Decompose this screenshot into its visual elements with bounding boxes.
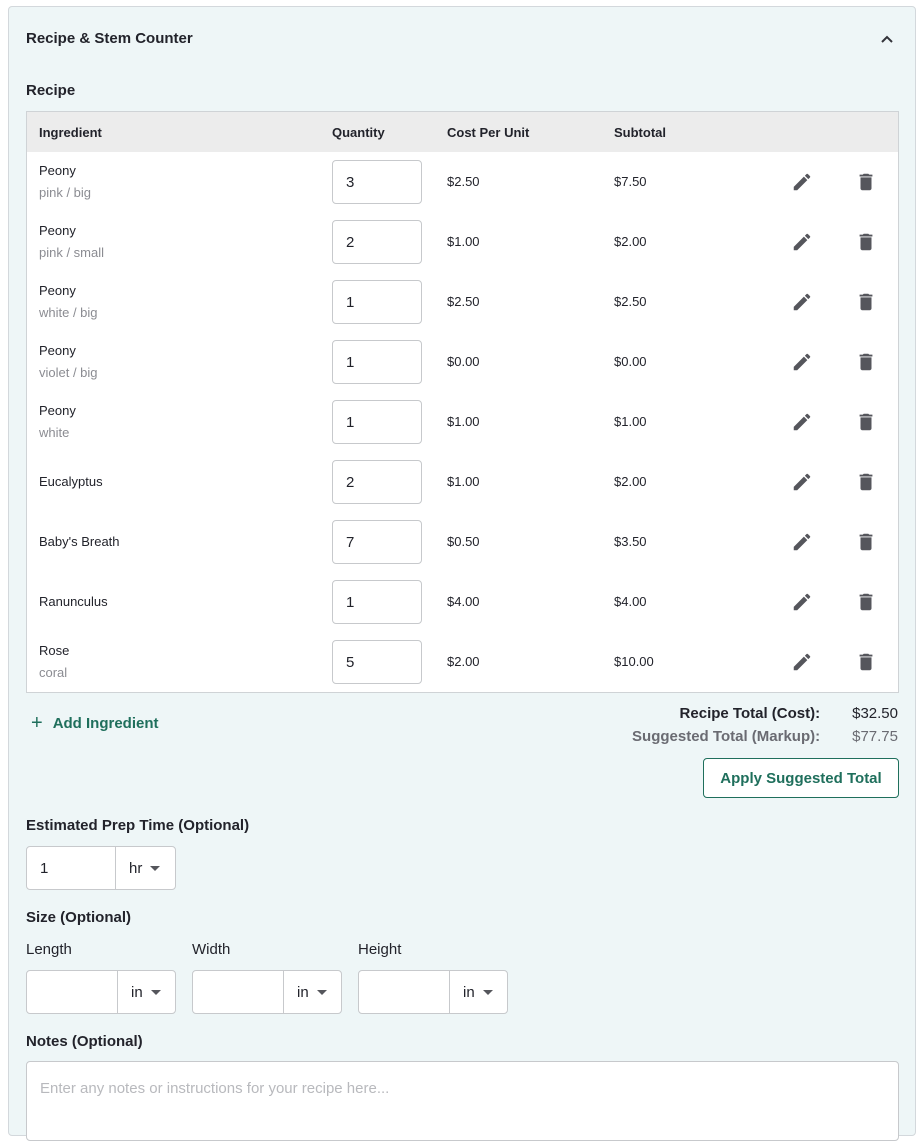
add-ingredient-label: Add Ingredient <box>52 715 159 732</box>
caret-down-icon <box>150 866 160 871</box>
subtotal: $10.00 <box>614 654 654 669</box>
pencil-icon[interactable] <box>791 231 813 253</box>
cost-per-unit: $0.50 <box>447 534 480 549</box>
add-ingredient-button[interactable] <box>31 712 159 735</box>
col-ingredient: Ingredient <box>39 125 102 140</box>
table-row <box>27 452 898 512</box>
pencil-icon[interactable] <box>791 651 813 673</box>
caret-down-icon <box>483 990 493 995</box>
width-unit-select[interactable] <box>283 970 342 1014</box>
subtotal: $2.50 <box>614 294 647 309</box>
trash-icon[interactable] <box>855 291 877 313</box>
suggested-total-label: Suggested Total (Markup): <box>632 728 821 745</box>
col-cost: Cost Per Unit <box>447 125 530 140</box>
width-unit-value: in <box>297 983 309 1001</box>
ingredient-variant: coral <box>39 665 68 680</box>
recipe-heading: Recipe <box>26 82 76 99</box>
ingredient-name: Ranunculus <box>39 594 108 609</box>
size-label: Size (Optional) <box>26 909 131 926</box>
pencil-icon[interactable] <box>791 351 813 373</box>
pencil-icon[interactable] <box>791 591 813 613</box>
ingredient-name: Peony <box>39 163 76 178</box>
cost-per-unit: $2.50 <box>447 174 480 189</box>
prep-unit-value: hr <box>129 859 143 877</box>
subtotal: $4.00 <box>614 594 647 609</box>
quantity-input[interactable] <box>332 400 422 444</box>
caret-down-icon <box>317 990 327 995</box>
plus-icon: + <box>31 712 43 734</box>
table-row <box>27 332 898 392</box>
ingredient-name: Baby's Breath <box>39 534 120 549</box>
subtotal: $0.00 <box>614 354 647 369</box>
length-unit-select[interactable] <box>117 970 176 1014</box>
ingredient-variant: white <box>39 425 70 440</box>
quantity-input[interactable] <box>332 520 422 564</box>
notes-label: Notes (Optional) <box>26 1033 143 1050</box>
notes-textarea[interactable] <box>26 1061 899 1141</box>
prep-time-input[interactable] <box>26 846 116 890</box>
ingredient-name: Peony <box>39 403 76 418</box>
quantity-input[interactable] <box>332 220 422 264</box>
prep-time-unit-select[interactable] <box>115 846 176 890</box>
trash-icon[interactable] <box>855 231 877 253</box>
cost-per-unit: $4.00 <box>447 594 480 609</box>
ingredient-name: Peony <box>39 343 76 358</box>
ingredient-variant: white / big <box>39 305 98 320</box>
ingredient-variant: violet / big <box>39 365 98 380</box>
quantity-input[interactable] <box>332 280 422 324</box>
subtotal: $2.00 <box>614 474 647 489</box>
trash-icon[interactable] <box>855 471 877 493</box>
col-quantity: Quantity <box>332 125 385 140</box>
ingredient-name: Peony <box>39 223 76 238</box>
length-input[interactable] <box>26 970 118 1014</box>
ingredient-name: Peony <box>39 283 76 298</box>
subtotal: $1.00 <box>614 414 647 429</box>
trash-icon[interactable] <box>855 651 877 673</box>
prep-time-label: Estimated Prep Time (Optional) <box>26 817 250 834</box>
table-header <box>27 112 898 152</box>
trash-icon[interactable] <box>855 591 877 613</box>
quantity-input[interactable] <box>332 580 422 624</box>
subtotal: $2.00 <box>614 234 647 249</box>
trash-icon[interactable] <box>855 411 877 433</box>
ingredient-variant: pink / big <box>39 185 92 200</box>
cost-per-unit: $0.00 <box>447 354 480 369</box>
length-unit-value: in <box>131 983 143 1001</box>
cost-per-unit: $2.00 <box>447 654 480 669</box>
ingredient-name: Rose <box>39 643 70 658</box>
pencil-icon[interactable] <box>791 411 813 433</box>
subtotal: $7.50 <box>614 174 647 189</box>
cost-per-unit: $1.00 <box>447 414 480 429</box>
table-row <box>27 212 898 272</box>
caret-down-icon <box>151 990 161 995</box>
col-subtotal: Subtotal <box>614 125 666 140</box>
pencil-icon[interactable] <box>791 291 813 313</box>
ingredient-variant: pink / small <box>39 245 105 260</box>
trash-icon[interactable] <box>855 171 877 193</box>
subtotal: $3.50 <box>614 534 647 549</box>
cost-per-unit: $1.00 <box>447 474 480 489</box>
ingredient-name: Eucalyptus <box>39 474 103 489</box>
recipe-total-label: Recipe Total (Cost): <box>679 705 821 722</box>
width-input[interactable] <box>192 970 284 1014</box>
recipe-total-value: $32.50 <box>852 705 898 722</box>
cost-per-unit: $1.00 <box>447 234 480 249</box>
trash-icon[interactable] <box>855 531 877 553</box>
recipe-stem-counter-panel <box>8 6 916 1136</box>
width-label: Width <box>192 941 231 958</box>
recipe-table <box>26 111 899 693</box>
cost-per-unit: $2.50 <box>447 294 480 309</box>
table-row <box>27 572 898 632</box>
table-row <box>27 392 898 452</box>
height-input[interactable] <box>358 970 450 1014</box>
height-unit-select[interactable] <box>449 970 508 1014</box>
trash-icon[interactable] <box>855 351 877 373</box>
chevron-up-icon[interactable] <box>877 29 897 49</box>
table-row <box>27 272 898 332</box>
suggested-total-value: $77.75 <box>852 728 898 745</box>
panel-title: Recipe & Stem Counter <box>26 30 193 47</box>
pencil-icon[interactable] <box>791 471 813 493</box>
height-label: Height <box>358 941 402 958</box>
table-row <box>27 632 898 692</box>
quantity-input[interactable] <box>332 340 422 384</box>
recipe-total <box>680 705 898 722</box>
pencil-icon[interactable] <box>791 171 813 193</box>
suggested-total <box>632 728 898 745</box>
quantity-input[interactable] <box>332 160 422 204</box>
table-row <box>27 152 898 212</box>
height-unit-value: in <box>463 983 475 1001</box>
table-row <box>27 512 898 572</box>
quantity-input[interactable] <box>332 640 422 684</box>
apply-suggested-total-button[interactable]: Apply Suggested Total <box>703 758 899 798</box>
length-label: Length <box>26 941 72 958</box>
quantity-input[interactable] <box>332 460 422 504</box>
pencil-icon[interactable] <box>791 531 813 553</box>
